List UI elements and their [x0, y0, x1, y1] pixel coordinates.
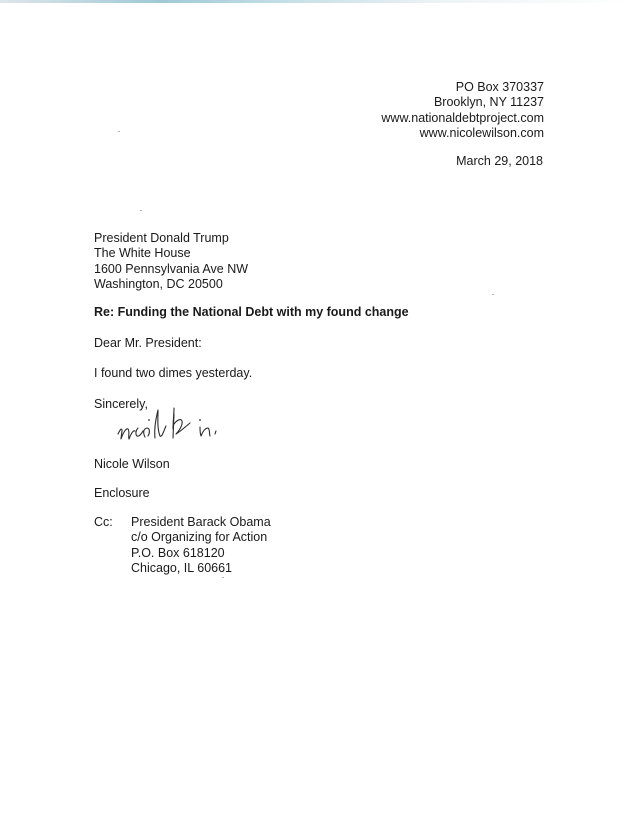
salutation: Dear Mr. President: — [94, 336, 202, 350]
cc-label: Cc: — [94, 515, 113, 529]
cc-recipient — [131, 515, 271, 576]
sender-address — [381, 80, 544, 141]
scan-speck — [492, 294, 494, 295]
letter-body: I found two dimes yesterday. — [94, 366, 253, 380]
recipient-name: President Donald Trump — [94, 231, 229, 245]
scan-speck — [118, 131, 120, 132]
enclosure-note: Enclosure — [94, 486, 150, 500]
sender-po-box: PO Box 370337 — [455, 80, 544, 94]
letter-date: March 29, 2018 — [456, 154, 543, 168]
recipient-city: Washington, DC 20500 — [94, 276, 223, 291]
recipient-address — [94, 231, 248, 292]
scan-speck — [222, 577, 224, 578]
recipient-street: 1600 Pennsylvania Ave NW — [94, 261, 249, 276]
recipient-organization: The White House — [94, 246, 191, 261]
sender-website-personal: www.nicolewilson.com — [419, 125, 544, 140]
cc-organization: c/o Organizing for Action — [131, 530, 268, 545]
scan-speck — [140, 210, 142, 211]
scan-edge — [0, 0, 634, 3]
subject-line: Re: Funding the National Debt with my found change — [94, 305, 409, 319]
closing: Sincerely, — [94, 397, 148, 411]
sender-city: Brooklyn, NY 11237 — [433, 95, 544, 110]
signer-name: Nicole Wilson — [94, 457, 170, 471]
cc-name: President Barack Obama — [131, 515, 271, 529]
handwritten-signature — [112, 400, 247, 450]
cc-po-box: P.O. Box 618120 — [131, 545, 225, 560]
cc-city: Chicago, IL 60661 — [131, 560, 233, 575]
sender-website-project: www.nationaldebtproject.com — [381, 110, 544, 125]
